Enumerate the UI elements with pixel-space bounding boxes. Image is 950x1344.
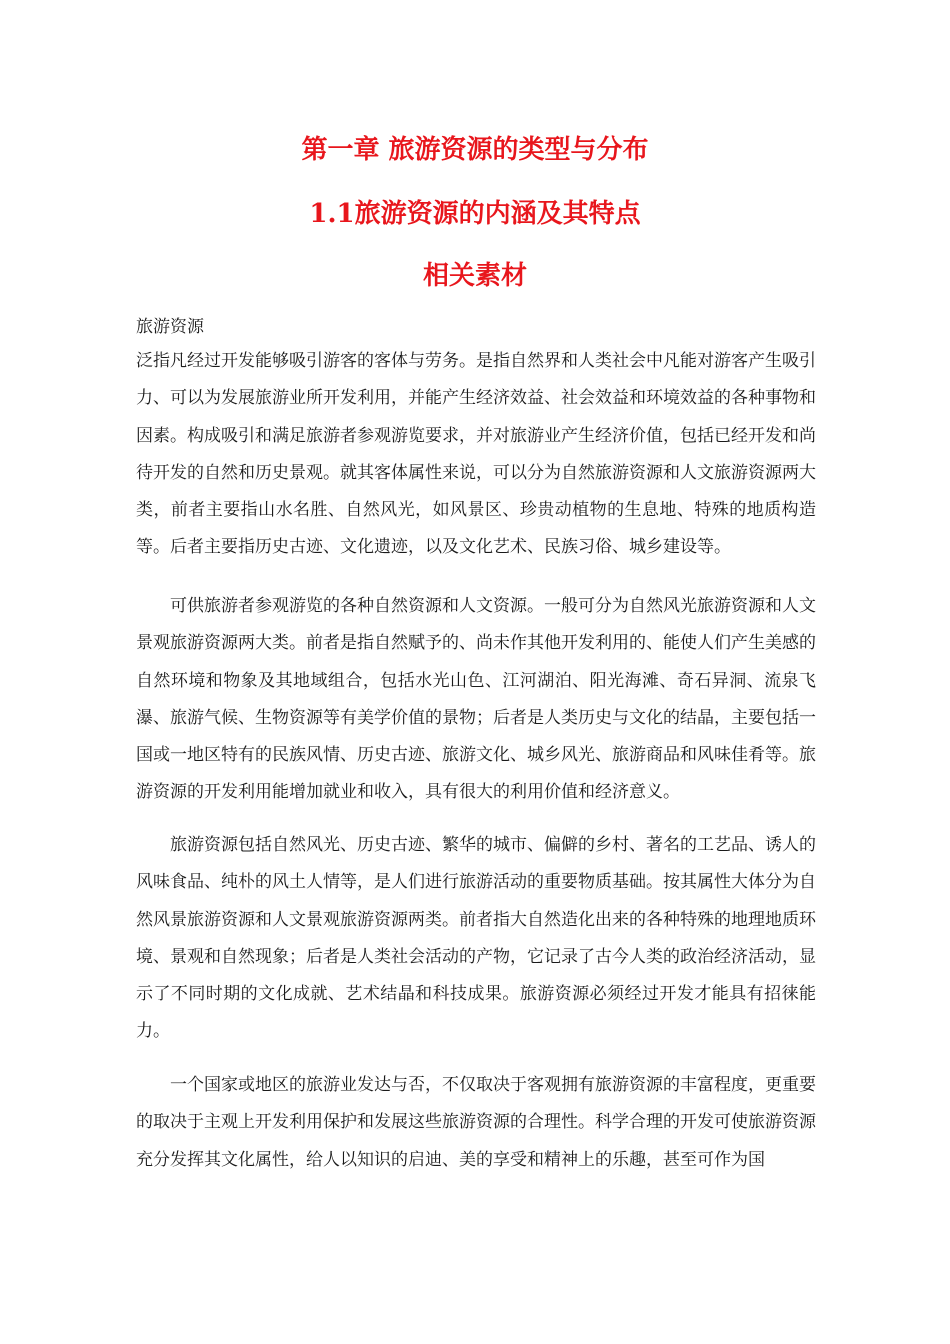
- paragraph-development: 一个国家或地区的旅游业发达与否，不仅取决于客观拥有旅游资源的丰富程度，更重要的取决于主观上开发利用保护和发展这些旅游资源的合理性。科学合理的开发可使旅游资源充分发挥其文化属性，给人以知识的启迪、美的享受和精神上的乐趣，甚至可作为国: [136, 1075, 816, 1170]
- section-title: 1.1旅游资源的内涵及其特点: [309, 199, 641, 229]
- paragraph-content: 旅游资源包括自然风光、历史古迹、繁华的城市、偏僻的乡村、著名的工艺品、诱人的风味食品、纯朴的风土人情等，是人们进行旅游活动的重要物质基础。按其属性大体分为自然风景旅游资源和人文景观旅游资源两类。前者指大自然造化出来的各种特殊的地理地质环境、景观和自然现象；后者是人类社会活动的产物，它记录了古今人类的政治经济活动，显示了不同时期的文化成就、艺术结晶和科技成果。旅游资源必须经过开发才能具有招徕能力。: [136, 835, 816, 1042]
- material-title: 相关素材: [422, 261, 527, 291]
- paragraph-definition: 泛指凡经过开发能够吸引游客的客体与劳务。是指自然界和人类社会中凡能对游客产生吸引力、可以为发展旅游业所开发利用，并能产生经济效益、社会效益和环境效益的各种事物和因素。构成吸引和满足旅游者参观游览要求，并对旅游业产生经济价值，包括已经开发和尚待开发的自然和历史景观。就其客体属性来说，可以分为自然旅游资源和人文旅游资源两大类，前者主要指山水名胜、自然风光，如风景区、珍贵动植物的生息地、特殊的地质构造等。后者主要指历史古迹、文化遗迹，以及文化艺术、民族习俗、城乡建设等。: [136, 351, 816, 558]
- term-label: 旅游资源: [136, 317, 204, 337]
- paragraph-classification: 可供旅游者参观游览的各种自然资源和人文资源。一般可分为自然风光旅游资源和人文景观旅游资源两大类。前者是指自然赋予的、尚未作其他开发利用的、能使人们产生美感的自然环境和物象及其地域组合，包括水光山色、江河湖泊、阳光海滩、奇石异洞、流泉飞瀑、旅游气候、生物资源等有美学价值的景物；后者是人类历史与文化的结晶，主要包括一国或一地区特有的民族风情、历史古迹、旅游文化、城乡风光、旅游商品和风味佳肴等。旅游资源的开发利用能增加就业和收入，具有很大的利用价值和经济意义。: [136, 596, 816, 803]
- chapter-title: 第一章 旅游资源的类型与分布: [301, 135, 649, 165]
